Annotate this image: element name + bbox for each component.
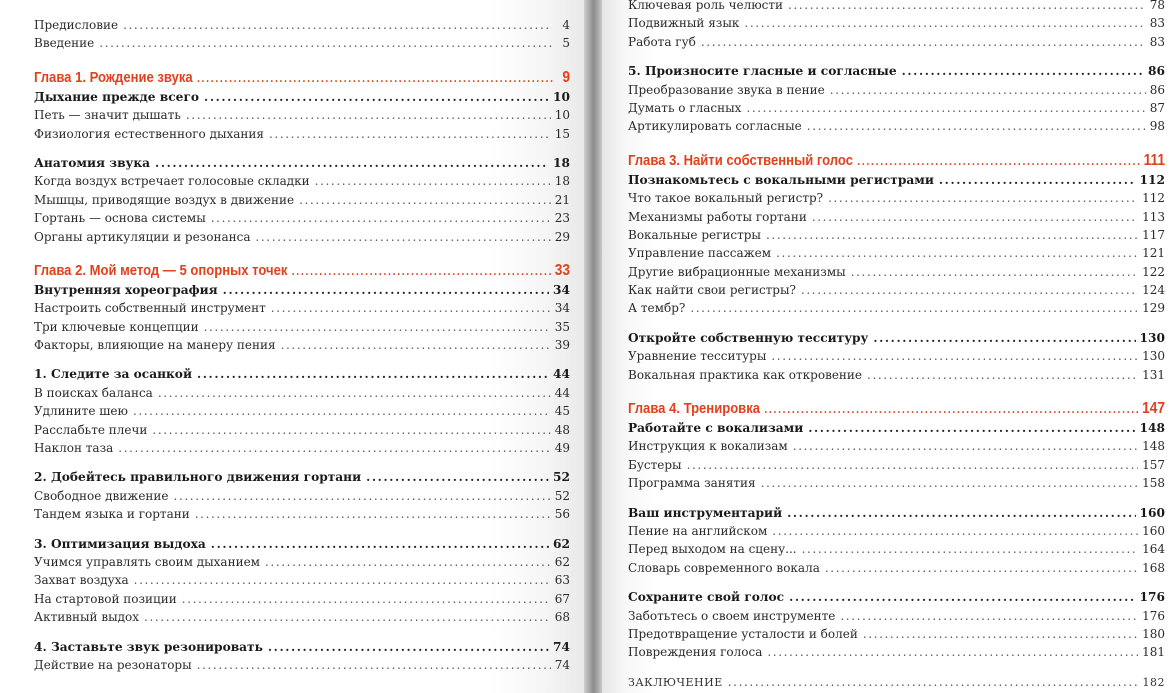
dot-leader [939,171,1136,189]
toc-entry-row[interactable] [34,34,570,52]
toc-page-number: 34 [553,282,570,297]
dot-leader [197,656,551,674]
toc-title: Что такое вокальный регистр? [628,191,824,206]
dot-leader [776,244,1138,262]
dot-leader [144,608,551,626]
toc-page-number: 86 [1148,64,1165,79]
dot-leader [851,263,1138,281]
toc-title: Ключевая роль челюсти [628,0,784,12]
spacer [34,354,570,365]
toc-entry-row[interactable] [628,474,1165,492]
dot-leader [211,209,551,227]
toc-page-number: 62 [553,536,570,551]
dot-leader [767,643,1138,661]
toc-entry-row[interactable] [34,402,570,420]
toc-entry-row[interactable] [628,226,1165,244]
toc-entry-row[interactable] [628,263,1165,281]
toc-section-row[interactable] [628,329,1165,347]
toc-right-column [628,0,1165,691]
dot-leader [690,299,1138,317]
toc-title: Вокальные регистры [628,227,761,242]
toc-entry-row[interactable] [34,505,570,523]
toc-title: Глава 1. Рождение звука [34,68,193,86]
dot-leader [761,474,1138,492]
toc-page-number: 130 [1142,349,1165,364]
toc-title: Активный выдох [34,610,140,625]
dot-leader [223,281,549,299]
toc-page-number: 48 [554,422,570,437]
toc-title: Захват воздуха [34,573,129,588]
spacer [628,51,1165,62]
toc-page-number: 52 [554,488,570,503]
dot-leader [292,261,552,281]
toc-title: Словарь современного вокала [628,560,820,575]
dot-leader [801,281,1138,299]
toc-entry-row[interactable] [34,299,570,317]
toc-title: Введение [34,36,95,51]
toc-page-number: 121 [1142,246,1165,261]
toc-page-number: 87 [1149,100,1165,115]
toc-page-number: 18 [554,174,570,189]
toc-page-number: 112 [1139,172,1165,187]
toc-page-number: 157 [1142,457,1165,472]
toc-title: Ваш инструментарий [628,505,783,520]
toc-title: 2. Добейтесь правильного движения гортани [34,470,362,485]
toc-entry-row[interactable] [628,522,1165,540]
dot-leader [195,505,551,523]
toc-page-number: 176 [1139,590,1165,605]
toc-entry-row[interactable] [34,553,570,571]
toc-section-row[interactable] [34,638,570,656]
toc-title: Когда воздух встречает голосовые складки [34,174,310,189]
dot-leader [186,106,551,124]
toc-page-number: 15 [554,126,570,141]
dot-leader [315,172,551,190]
toc-page-number: 34 [554,301,570,316]
toc-title: Тандем языка и гортани [34,507,190,522]
toc-page-number: 83 [1149,34,1165,49]
spacer [34,53,570,68]
toc-title: Органы артикуляции и резонанса [34,229,251,244]
spacer [34,246,570,261]
toc-section-row[interactable] [34,154,570,172]
toc-entry-row[interactable] [34,421,570,439]
toc-title: Расслабьте плечи [34,422,148,437]
toc-entry-row[interactable] [628,208,1165,226]
toc-title: Удлините шею [34,404,128,419]
dot-leader [771,347,1138,365]
toc-entry-row[interactable] [34,16,570,34]
toc-title: Настроить собственный инструмент [34,301,266,316]
toc-title: Бустеры [628,457,682,472]
toc-page-number: 122 [1142,264,1165,279]
toc-title: Глава 2. Мой метод — 5 опорных точек [34,261,288,279]
toc-title: Гортань — основа системы [34,211,206,226]
dot-leader [807,117,1146,135]
toc-entry-row[interactable] [628,347,1165,365]
toc-section-row[interactable] [628,171,1165,189]
dot-leader [840,607,1138,625]
toc-title: На стартовой позиции [34,591,177,606]
dot-leader [152,421,550,439]
spacer [34,457,570,468]
dot-leader [281,336,551,354]
toc-entry-row[interactable] [628,117,1165,135]
toc-section-row[interactable] [34,468,570,486]
toc-title: Пение на английском [628,523,768,538]
toc-section-row[interactable] [34,535,570,553]
dot-leader [99,34,552,52]
dot-leader [197,68,555,88]
dot-leader [123,16,552,34]
toc-entry-row[interactable] [34,608,570,626]
toc-page-number: 180 [1142,626,1165,641]
toc-entry-row[interactable] [628,673,1165,691]
toc-section-row[interactable] [34,365,570,383]
toc-page-number: 21 [554,192,570,207]
toc-entry-row[interactable] [628,299,1165,317]
toc-chapter-row[interactable] [34,261,570,281]
toc-page-number: 39 [554,338,570,353]
toc-page-number: 130 [1139,330,1165,345]
dot-leader [902,62,1144,80]
toc-page-number: 18 [553,155,570,170]
spacer [628,384,1165,399]
toc-title: 1. Следите за осанкой [34,367,192,382]
dot-leader [204,318,551,336]
toc-section-row[interactable] [34,281,570,299]
toc-entry-row[interactable] [34,191,570,209]
toc-page-number: 111 [1143,151,1166,169]
toc-title: Внутренняя хореография [34,282,218,297]
toc-page-number: 113 [1142,209,1165,224]
dot-leader [788,0,1146,14]
toc-section-row[interactable] [628,588,1165,606]
dot-leader [830,81,1146,99]
toc-page-number: 78 [1149,0,1165,12]
dot-leader [687,456,1139,474]
dot-leader [255,228,550,246]
dot-leader [873,329,1135,347]
toc-title: Работа губ [628,34,696,49]
toc-title: Другие вибрационные механизмы [628,264,846,279]
toc-page-number: 56 [554,507,570,522]
toc-page-number: 68 [554,610,570,625]
toc-entry-row[interactable] [34,384,570,402]
toc-entry-row[interactable] [34,487,570,505]
dot-leader [863,625,1138,643]
spacer [34,627,570,638]
toc-page-number: 4 [562,18,570,32]
toc-title: Артикулировать согласные [628,119,802,134]
toc-title: Преобразование звука в пение [628,82,825,97]
toc-page-number: 112 [1142,191,1165,206]
toc-title: Познакомьтесь с вокальными регистрами [628,172,934,187]
spacer [628,136,1165,151]
toc-page-number: 176 [1142,608,1165,623]
toc-page-number: 35 [554,319,570,334]
toc-page-number: 10 [554,108,570,123]
toc-entry-row[interactable] [34,571,570,589]
toc-page-number: 158 [1142,476,1165,491]
toc-page-number: 10 [553,89,570,104]
dot-leader [118,439,550,457]
toc-entry-row[interactable] [628,607,1165,625]
dot-leader [808,419,1135,437]
dot-leader [134,571,551,589]
dot-leader [802,540,1138,558]
spacer [34,143,570,154]
dot-leader [793,437,1138,455]
toc-title: ЗАКЛЮЧЕНИЕ [628,675,723,689]
dot-leader [825,559,1138,577]
spacer [34,524,570,535]
dot-leader [155,154,549,172]
dot-leader [787,504,1135,522]
dot-leader [764,399,1138,419]
dot-leader [744,14,1145,32]
toc-chapter-row[interactable] [628,399,1165,419]
toc-title: 3. Оптимизация выдоха [34,536,206,551]
toc-page-number: 67 [554,591,570,606]
toc-entry-row[interactable] [628,456,1165,474]
dot-leader [268,638,549,656]
toc-title: Сохраните свой голос [628,590,785,605]
dot-leader [211,535,549,553]
dot-leader [828,189,1138,207]
toc-entry-row[interactable] [34,318,570,336]
toc-section-row[interactable] [34,88,570,106]
dot-leader [182,590,551,608]
dot-leader [299,191,551,209]
toc-title: Как найти свои регистры? [628,283,796,298]
toc-title: Три ключевые концепции [34,319,199,334]
toc-chapter-row[interactable] [34,68,570,88]
dot-leader [204,88,549,106]
dot-leader [197,365,549,383]
toc-page-number: 160 [1142,523,1165,538]
toc-title: Свободное движение [34,488,169,503]
toc-title: Заботьтесь о своем инструменте [628,608,836,623]
dot-leader [701,33,1146,51]
toc-page-number: 147 [1142,400,1166,418]
toc-title: Инструкция к вокализам [628,439,788,454]
toc-page-number: 148 [1139,421,1165,436]
toc-page-number: 74 [554,657,570,672]
dot-leader [271,299,551,317]
toc-entry-row[interactable] [34,656,570,674]
toc-page-number: 44 [553,367,570,382]
toc-entry-row[interactable] [628,244,1165,262]
toc-page-number: 29 [554,229,570,244]
toc-entry-row[interactable] [34,209,570,227]
dot-leader [366,468,549,486]
toc-page-number: 23 [554,211,570,226]
toc-entry-row[interactable] [34,228,570,246]
toc-page-number: 164 [1142,542,1165,557]
toc-title: Глава 3. Найти собственный голос [628,151,853,169]
right-page [602,0,1174,693]
toc-entry-row[interactable] [628,625,1165,643]
toc-page-number: 160 [1139,505,1165,520]
dot-leader [265,553,551,571]
toc-title: В поисках баланса [34,385,153,400]
toc-page-number: 83 [1149,16,1165,31]
toc-page-number: 182 [1142,675,1165,689]
toc-entry-row[interactable] [34,125,570,143]
toc-page-number: 86 [1149,82,1165,97]
toc-title: Петь — значит дышать [34,108,181,123]
toc-left-column [34,16,570,674]
toc-title: Дыхание прежде всего [34,89,200,104]
toc-section-row[interactable] [628,419,1165,437]
toc-section-row[interactable] [628,504,1165,522]
spacer [628,662,1165,673]
toc-title: Предотвращение усталости и болей [628,626,858,641]
toc-title: Глава 4. Тренировка [628,400,761,418]
toc-page-number: 181 [1142,645,1165,660]
dot-leader [812,208,1138,226]
toc-title: А тембр? [628,301,686,316]
toc-page-number: 148 [1142,439,1165,454]
toc-title: Учимся управлять своим дыханием [34,554,261,569]
toc-page-number: 33 [554,261,571,279]
toc-title: Думать о гласных [628,100,742,115]
toc-page-number: 52 [553,470,570,485]
toc-entry-row[interactable] [628,14,1165,32]
toc-entry-row[interactable] [628,540,1165,558]
toc-page-number: 129 [1142,301,1165,316]
toc-page-number: 74 [553,639,570,654]
toc-entry-row[interactable] [628,0,1165,14]
toc-entry-row[interactable] [34,106,570,124]
toc-page-number: 5 [562,36,570,51]
toc-section-row[interactable] [628,62,1165,80]
toc-page-number: 117 [1142,227,1165,242]
toc-entry-row[interactable] [628,643,1165,661]
dot-leader [174,487,551,505]
toc-entry-row[interactable] [628,559,1165,577]
toc-page-number: 168 [1142,560,1165,575]
toc-entry-row[interactable] [34,590,570,608]
toc-title: Факторы, влияющие на манеру пения [34,338,276,353]
toc-entry-row[interactable] [628,366,1165,384]
toc-entry-row[interactable] [628,437,1165,455]
toc-entry-row[interactable] [34,172,570,190]
toc-title: Анатомия звука [34,155,151,170]
left-page [0,0,584,693]
toc-page-number: 49 [554,441,570,456]
toc-title: Вокальная практика как откровение [628,367,863,382]
dot-leader [158,384,551,402]
toc-page-number: 45 [554,404,570,419]
toc-title: Физиология естественного дыхания [34,126,264,141]
toc-title: Предисловие [34,18,119,32]
toc-title: Откройте собственную тесситуру [628,330,869,345]
toc-entry-row[interactable] [628,33,1165,51]
toc-title: Программа занятия [628,476,756,491]
dot-leader [133,402,551,420]
toc-title: Уравнение тесситуры [628,349,767,364]
toc-page-number: 63 [554,573,570,588]
toc-title: Подвижный язык [628,16,740,31]
toc-entry-row[interactable] [628,99,1165,117]
toc-entry-row[interactable] [628,81,1165,99]
toc-page-number: 9 [562,68,571,86]
toc-title: Повреждения голоса [628,645,763,660]
toc-entry-row[interactable] [34,439,570,457]
toc-title: Управление пассажем [628,246,772,261]
toc-title: Действие на резонаторы [34,657,192,672]
toc-title: Перед выходом на сцену... [628,542,797,557]
toc-page-number: 44 [554,385,570,400]
dot-leader [766,226,1138,244]
dot-leader [857,151,1140,171]
toc-entry-row[interactable] [628,281,1165,299]
toc-page-number: 124 [1142,283,1165,298]
toc-title: Работайте с вокализами [628,421,804,436]
toc-page-number: 98 [1149,119,1165,134]
toc-title: Мышцы, приводящие воздух в движение [34,192,295,207]
toc-title: 4. Заставьте звук резонировать [34,639,263,654]
toc-chapter-row[interactable] [628,151,1165,171]
dot-leader [269,125,551,143]
dot-leader [789,588,1135,606]
toc-page-number: 62 [554,554,570,569]
toc-page-number: 131 [1142,367,1165,382]
dot-leader [867,366,1138,384]
dot-leader [746,99,1145,117]
book-gutter [584,0,602,693]
spacer [628,318,1165,329]
spacer [628,493,1165,504]
toc-entry-row[interactable] [628,189,1165,207]
toc-title: 5. Произносите гласные и согласные [628,64,897,79]
dot-leader [772,522,1138,540]
toc-title: Механизмы работы гортани [628,209,807,224]
dot-leader [728,673,1139,691]
toc-entry-row[interactable] [34,336,570,354]
spacer [628,577,1165,588]
toc-title: Наклон таза [34,441,114,456]
